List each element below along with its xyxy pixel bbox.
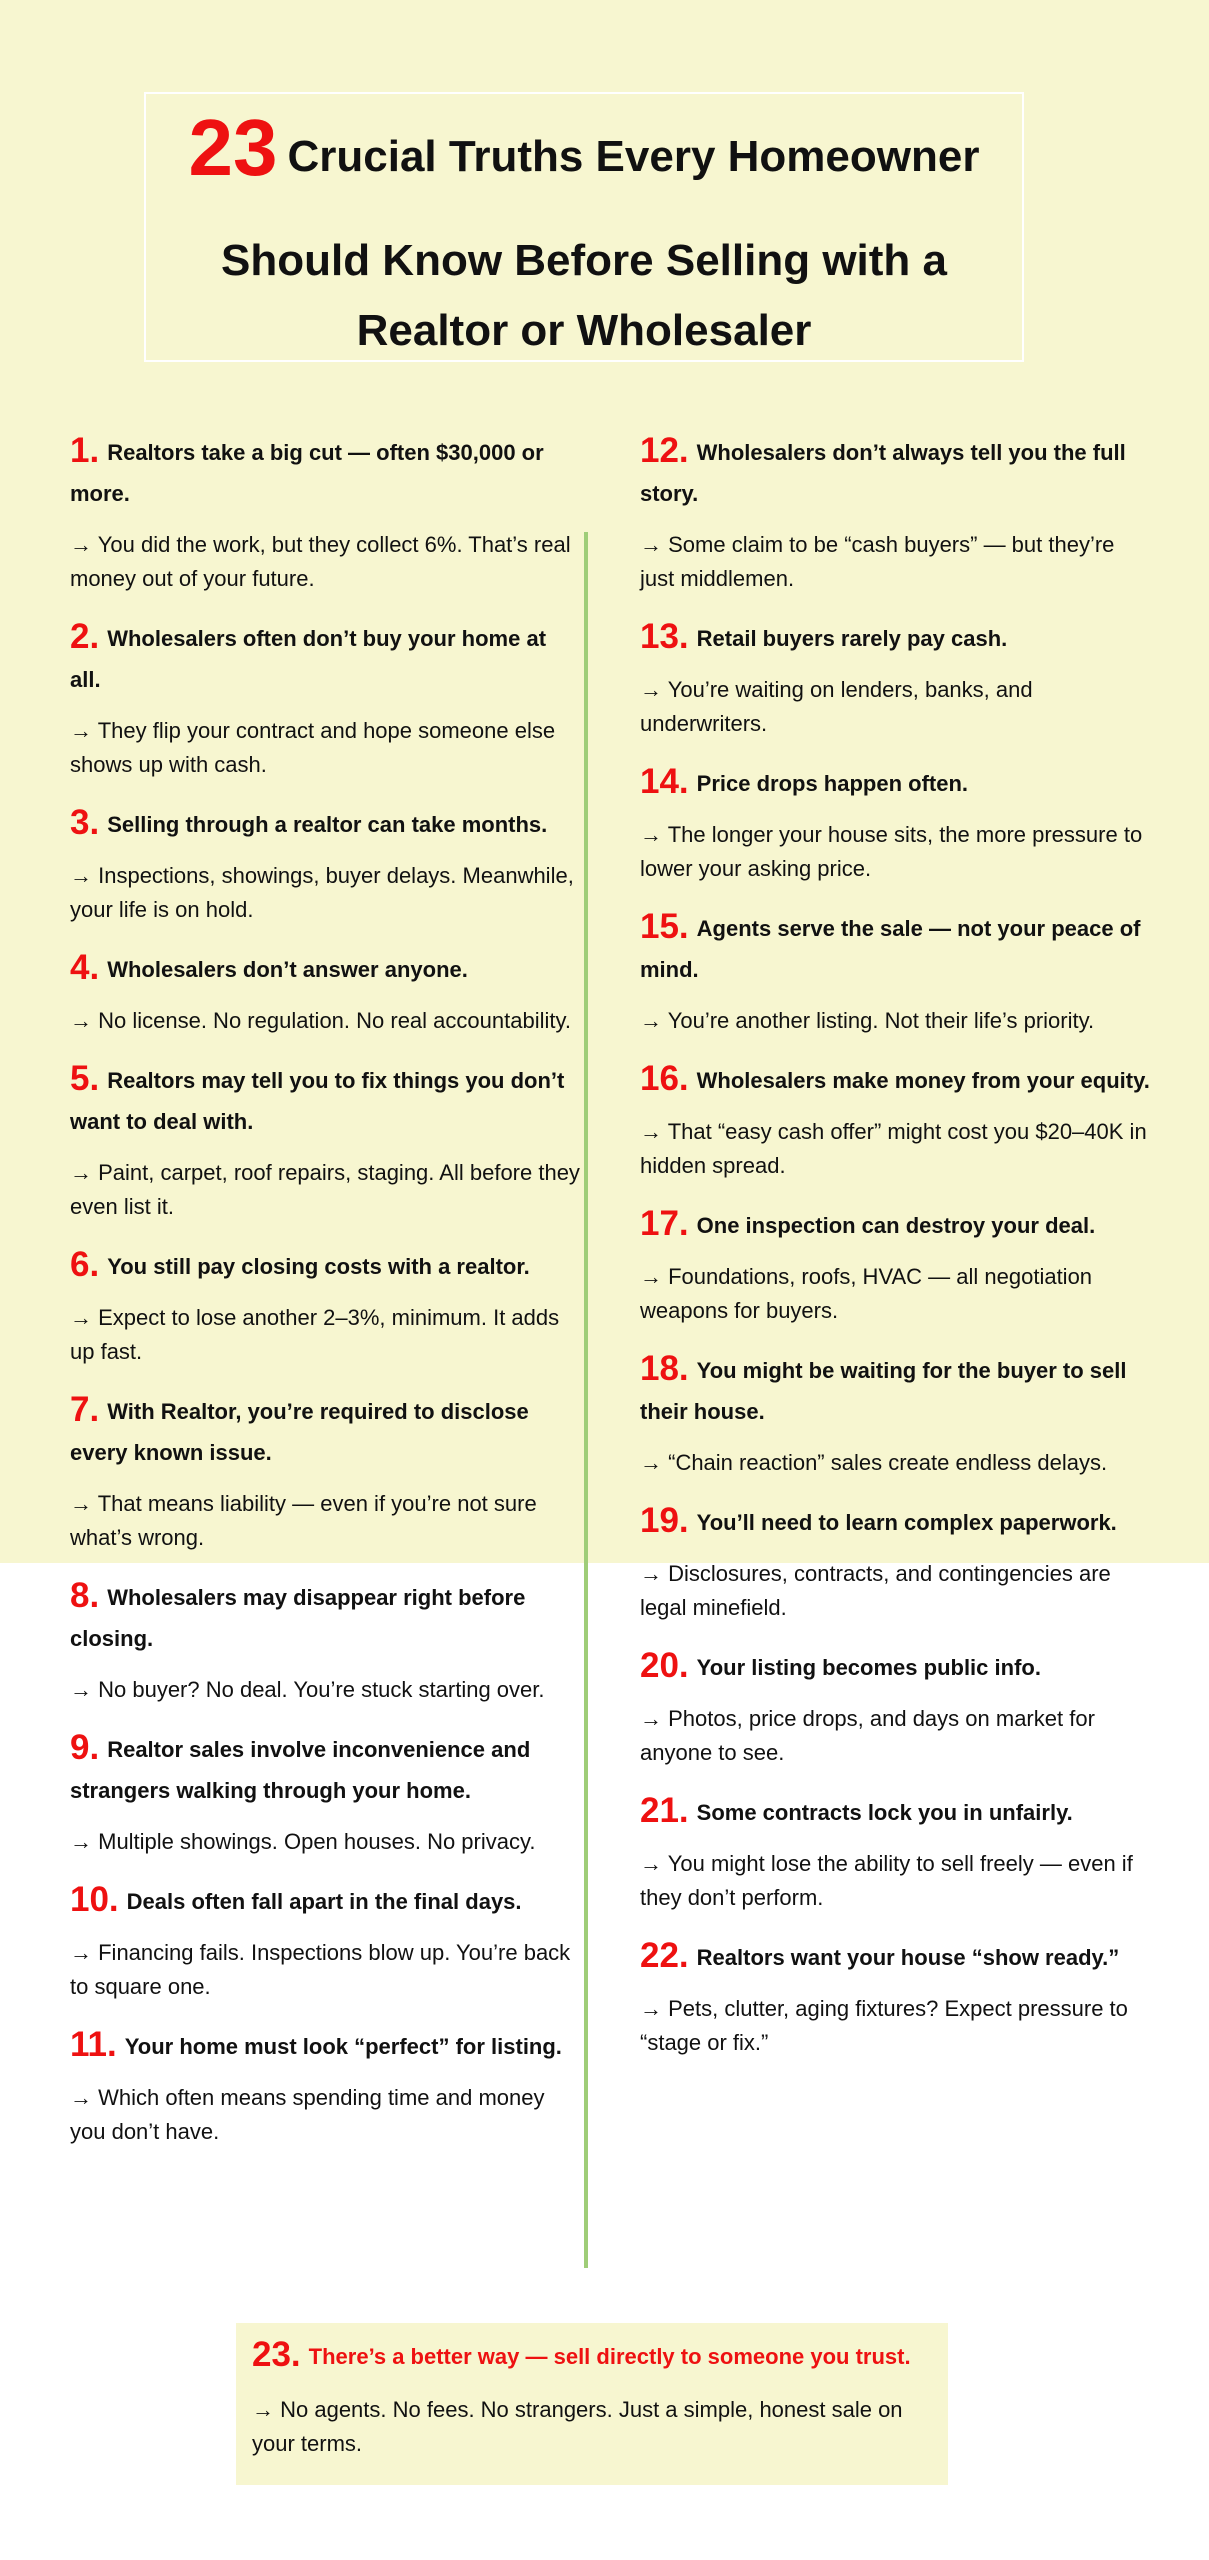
item-heading (70, 616, 580, 700)
item-heading (640, 616, 1150, 659)
item-heading (640, 1058, 1150, 1101)
list-item (640, 761, 1150, 886)
item-title: You’ll need to learn complex paperwork. (696, 1510, 1117, 1535)
list-item (70, 616, 580, 782)
item-number: 18. (640, 1349, 689, 1388)
list-item (70, 1244, 580, 1369)
final-item-body: → No agents. No fees. No strangers. Just a simple, honest sale on your terms. (252, 2397, 903, 2456)
item-body: → You might lose the ability to sell freely — even if they don’t perform. (640, 1851, 1133, 1910)
item-body: → “Chain reaction” sales create endless delays. (640, 1450, 1108, 1475)
item-body: → Inspections, showings, buyer delays. Meanwhile, your life is on hold. (70, 863, 574, 922)
item-heading (640, 1348, 1150, 1432)
title-line-1 (146, 103, 1022, 192)
list-item (640, 1203, 1150, 1328)
list-item (640, 616, 1150, 741)
item-number: 1. (70, 431, 100, 470)
item-number: 21. (640, 1791, 689, 1830)
item-body: → That means liability — even if you’re not sure what’s wrong. (70, 1491, 537, 1550)
item-number: 4. (70, 948, 100, 987)
item-number: 17. (640, 1204, 689, 1243)
final-item-heading (252, 2333, 932, 2379)
list-item (70, 802, 580, 927)
list-item (70, 1389, 580, 1555)
item-body: → They flip your contract and hope someone else shows up with cash. (70, 718, 556, 777)
list-item (640, 1790, 1150, 1915)
item-heading (70, 1244, 580, 1287)
item-number: 15. (640, 907, 689, 946)
title-number: 23 (188, 103, 278, 192)
list-item (70, 1575, 580, 1707)
list-item (640, 1348, 1150, 1480)
title-line-2 (146, 226, 1022, 366)
item-number: 10. (70, 1880, 119, 1919)
item-title: Price drops happen often. (696, 771, 969, 796)
item-body: → Paint, carpet, roof repairs, staging. All before they even list it. (70, 1160, 580, 1219)
title-box (144, 92, 1024, 362)
list-item (70, 1058, 580, 1224)
list-item (640, 1058, 1150, 1183)
item-title: Wholesalers may disappear right before closing. (70, 1585, 526, 1651)
item-heading (70, 1727, 580, 1811)
item-number: 6. (70, 1245, 100, 1284)
item-heading (640, 1203, 1150, 1246)
title-text-2: Should Know Before Selling with a (220, 236, 948, 285)
list-item (70, 430, 580, 596)
item-heading (640, 1790, 1150, 1833)
item-title: You might be waiting for the buyer to sell their house. (640, 1358, 1127, 1424)
list-item (70, 1727, 580, 1859)
item-number: 22. (640, 1936, 689, 1975)
list-item (70, 1879, 580, 2004)
item-title: You still pay closing costs with a realtor. (107, 1254, 530, 1279)
item-number: 20. (640, 1646, 689, 1685)
final-item-title: There’s a better way — sell directly to someone you trust. (308, 2344, 911, 2369)
item-heading (640, 1935, 1150, 1978)
item-title: Your listing becomes public info. (696, 1655, 1041, 1680)
item-heading (640, 430, 1150, 514)
item-body: → Financing fails. Inspections blow up. You’re back to square one. (70, 1940, 571, 1999)
list-item (70, 947, 580, 1038)
item-title: Realtors may tell you to fix things you don’t want to deal with. (70, 1068, 565, 1134)
item-heading (640, 761, 1150, 804)
item-number: 11. (70, 2025, 117, 2064)
item-title: Some contracts lock you in unfairly. (696, 1800, 1073, 1825)
item-body: → That “easy cash offer” might cost you $20–40K in hidden spread. (640, 1119, 1147, 1178)
list-item (640, 1645, 1150, 1770)
left-column (70, 430, 580, 2169)
item-body: → You’re waiting on lenders, banks, and underwriters. (640, 677, 1033, 736)
item-body: → The longer your house sits, the more pressure to lower your asking price. (640, 822, 1143, 881)
list-item (640, 1935, 1150, 2060)
item-body: → No buyer? No deal. You’re stuck starting over. (70, 1677, 545, 1702)
item-title: One inspection can destroy your deal. (696, 1213, 1096, 1238)
item-number: 7. (70, 1390, 100, 1429)
item-title: Selling through a realtor can take months. (107, 812, 548, 837)
item-number: 2. (70, 617, 100, 656)
item-number: 16. (640, 1059, 689, 1098)
item-heading (70, 1058, 580, 1142)
item-body: → You’re another listing. Not their life’s priority. (640, 1008, 1095, 1033)
list-item (640, 1500, 1150, 1625)
title-text-3: Realtor or Wholesaler (356, 306, 812, 355)
item-body: → Foundations, roofs, HVAC — all negotiation weapons for buyers. (640, 1264, 1093, 1323)
item-title: Retail buyers rarely pay cash. (696, 626, 1008, 651)
title-text-1: Crucial Truths Every Homeowner (287, 132, 980, 181)
item-heading (70, 802, 580, 845)
item-heading (70, 947, 580, 990)
item-title: With Realtor, you’re required to disclose every known issue. (70, 1399, 529, 1465)
item-number: 19. (640, 1501, 689, 1540)
item-title: Wholesalers don’t answer anyone. (107, 957, 468, 982)
item-title: Realtors take a big cut — often $30,000 or more. (70, 440, 544, 506)
item-number: 8. (70, 1576, 100, 1615)
item-body: → Disclosures, contracts, and contingencies are legal minefield. (640, 1561, 1111, 1620)
item-title: Wholesalers don’t always tell you the full story. (640, 440, 1126, 506)
item-title: Your home must look “perfect” for listing. (124, 2034, 562, 2059)
item-heading (70, 1879, 580, 1922)
item-number: 12. (640, 431, 689, 470)
item-heading (640, 1500, 1150, 1543)
item-body: → Which often means spending time and money you don’t have. (70, 2085, 545, 2144)
item-heading (640, 906, 1150, 990)
item-number: 3. (70, 803, 100, 842)
list-item (640, 906, 1150, 1038)
item-heading (70, 430, 580, 514)
list-item (70, 2024, 580, 2149)
item-number: 14. (640, 762, 689, 801)
item-heading (640, 1645, 1150, 1688)
item-heading (70, 2024, 580, 2067)
item-body: → Some claim to be “cash buyers” — but they’re just middlemen. (640, 532, 1115, 591)
item-number: 5. (70, 1059, 100, 1098)
item-body: → You did the work, but they collect 6%. That’s real money out of your future. (70, 532, 571, 591)
item-body: → No license. No regulation. No real accountability. (70, 1008, 571, 1033)
item-body: → Multiple showings. Open houses. No privacy. (70, 1829, 536, 1854)
item-title: Agents serve the sale — not your peace of mind. (640, 916, 1141, 982)
item-body: → Photos, price drops, and days on market for anyone to see. (640, 1706, 1095, 1765)
list-item (640, 430, 1150, 596)
item-number: 13. (640, 617, 689, 656)
right-column (640, 430, 1150, 2080)
item-heading (70, 1389, 580, 1473)
item-title: Wholesalers make money from your equity. (696, 1068, 1150, 1093)
final-item-number: 23. (252, 2335, 301, 2374)
item-title: Deals often fall apart in the final days. (126, 1889, 522, 1914)
item-title: Wholesalers often don’t buy your home at all. (70, 626, 547, 692)
item-body: → Expect to lose another 2–3%, minimum. It adds up fast. (70, 1305, 560, 1364)
column-divider (584, 532, 588, 2268)
item-body: → Pets, clutter, aging fixtures? Expect pressure to “stage or fix.” (640, 1996, 1128, 2055)
item-heading (70, 1575, 580, 1659)
item-number: 9. (70, 1728, 100, 1767)
item-title: Realtor sales involve inconvenience and strangers walking through your home. (70, 1737, 531, 1803)
final-item-box (236, 2323, 948, 2485)
item-title: Realtors want your house “show ready.” (696, 1945, 1120, 1970)
